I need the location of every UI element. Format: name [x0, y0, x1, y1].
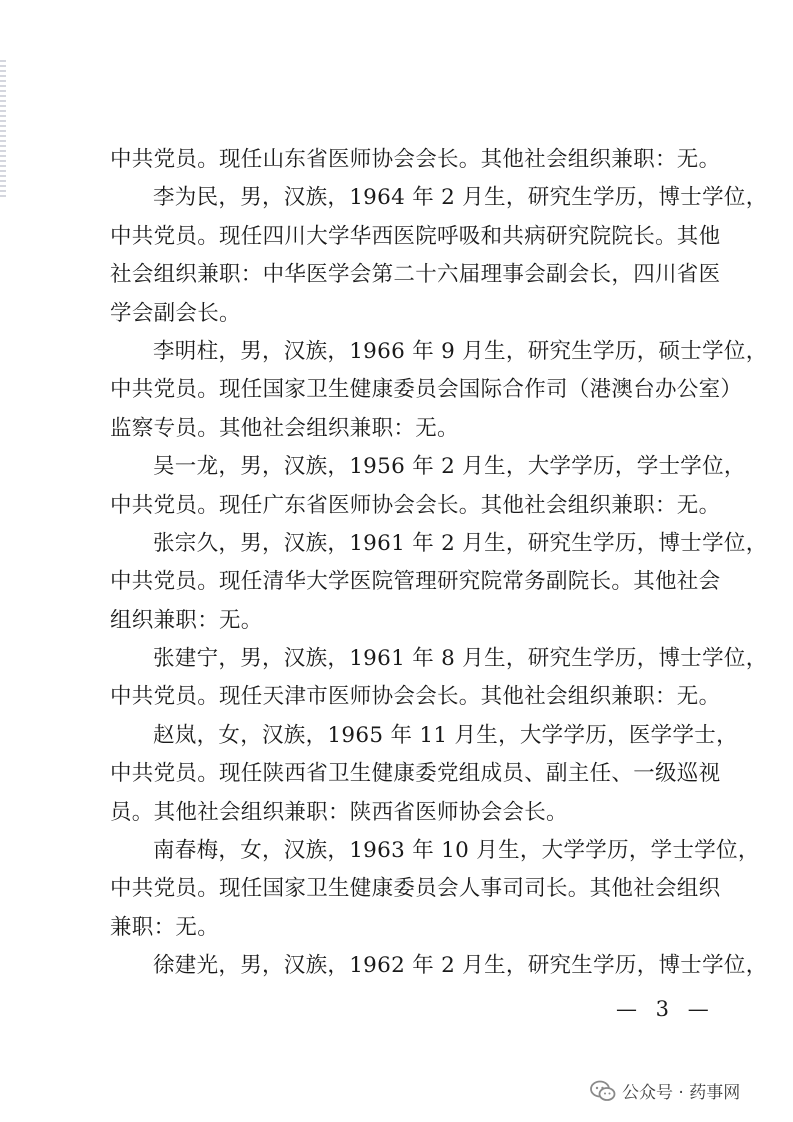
text-line: 兼职：无。 [110, 914, 220, 940]
text-line: 徐建光，男，汉族，1962 年 2 月生，研究生学历，博士学位， [153, 953, 768, 979]
text-line: 中共党员。现任国家卫生健康委员会国际合作司（港澳台办公室） [110, 377, 743, 403]
wechat-official-account-icon [590, 1079, 616, 1103]
watermark-text: 公众号 · 药事网 [622, 1083, 741, 1103]
text-line: 社会组织兼职：中华医学会第二十六届理事会副会长，四川省医 [110, 262, 721, 288]
watermark [590, 1078, 740, 1103]
text-line: 中共党员。现任国家卫生健康委员会人事司司长。其他社会组织 [110, 876, 721, 902]
text-line: 中共党员。现任广东省医师协会会长。其他社会组织兼职：无。 [110, 492, 721, 518]
document-body [110, 141, 768, 986]
text-line: 张建宁，男，汉族，1961 年 8 月生，研究生学历，博士学位， [153, 646, 768, 672]
text-line: 中共党员。现任天津市医师协会会长。其他社会组织兼职：无。 [110, 684, 721, 710]
text-line: 监察专员。其他社会组织兼职：无。 [110, 415, 459, 441]
scan-edge-artifact [0, 60, 6, 200]
text-line: 员。其他社会组织兼职：陕西省医师协会会长。 [110, 799, 568, 825]
text-line: 李明柱，男，汉族，1966 年 9 月生，研究生学历，硕士学位， [153, 338, 768, 364]
text-line: 中共党员。现任清华大学医院管理研究院常务副院长。其他社会 [110, 569, 721, 595]
page-number: — 3 — [616, 997, 715, 1021]
text-line: 张宗久，男，汉族，1961 年 2 月生，研究生学历，博士学位， [153, 530, 768, 556]
text-line: 学会副会长。 [110, 300, 241, 326]
text-line: 赵岚，女，汉族，1965 年 11 月生，大学学历，医学学士， [153, 722, 738, 748]
text-line: 中共党员。现任四川大学华西医院呼吸和共病研究院院长。其他 [110, 223, 721, 249]
text-line: 组织兼职：无。 [110, 607, 263, 633]
text-line: 中共党员。现任陕西省卫生健康委党组成员、副主任、一级巡视 [110, 761, 721, 787]
text-line: 李为民，男，汉族，1964 年 2 月生，研究生学历，博士学位， [153, 185, 768, 211]
text-line: 南春梅，女，汉族，1963 年 10 月生，大学学历，学士学位， [153, 838, 760, 864]
text-line: 吴一龙，男，汉族，1956 年 2 月生，大学学历，学士学位， [153, 454, 746, 480]
text-line: 中共党员。现任山东省医师协会会长。其他社会组织兼职：无。 [110, 147, 721, 172]
